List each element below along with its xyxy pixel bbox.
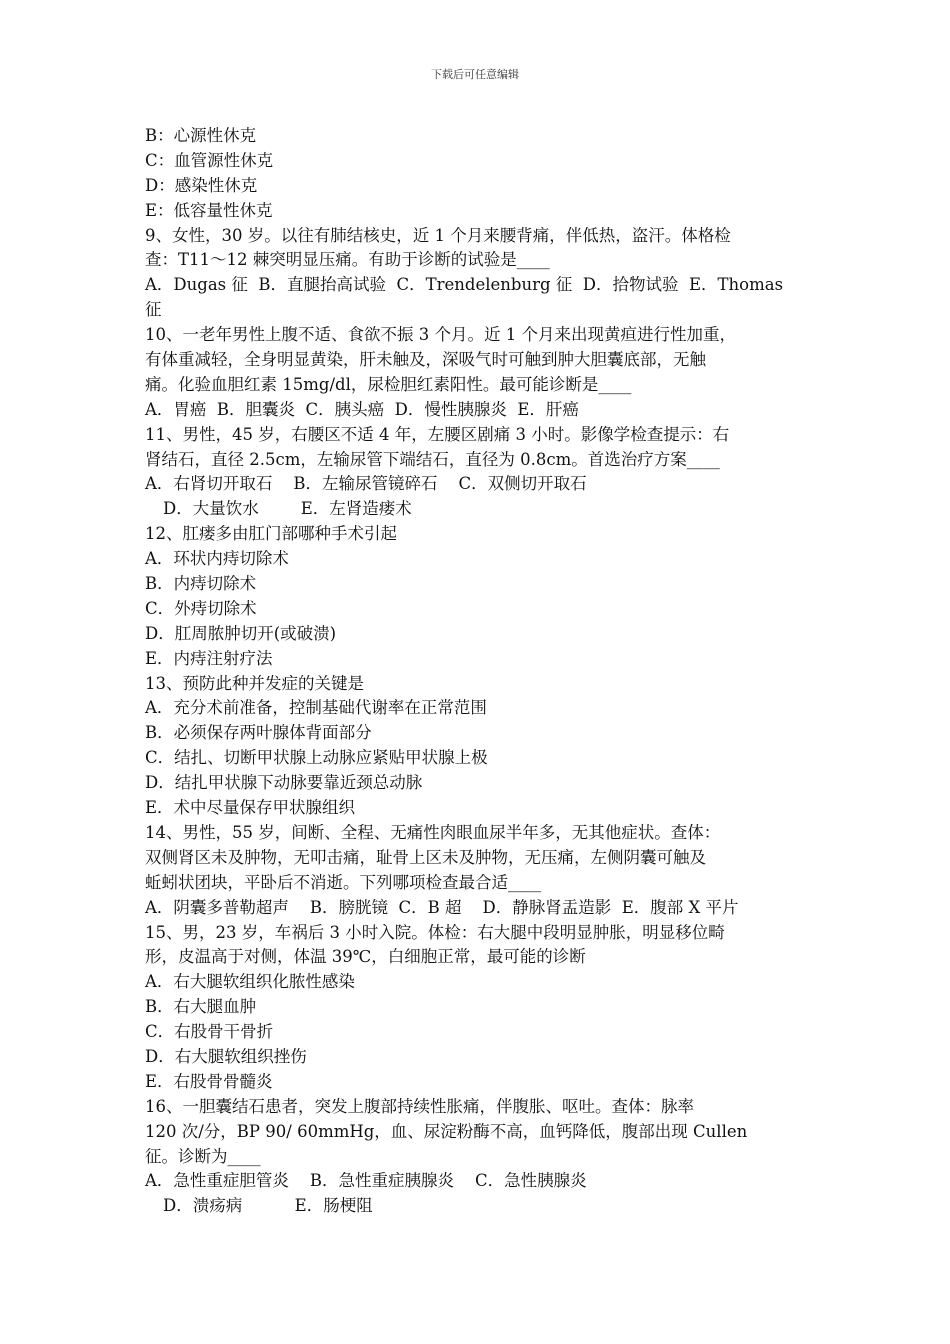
question-10-line: 有体重减轻，全身明显黄染，肝未触及，深吸气时可触到肿大胆囊底部，无触 (145, 350, 706, 370)
document-body (145, 124, 810, 1219)
question-12-option: D．肛周脓肿切开(或破溃) (145, 623, 337, 643)
question-9-options: 征 (145, 300, 162, 320)
question-14-line: 双侧肾区未及肿物，无叩击痛，耻骨上区未及肿物，无压痛，左侧阴囊可触及 (145, 847, 706, 867)
question-15-option: A．右大腿软组织化脓性感染 (145, 972, 355, 992)
question-15-option: B．右大腿血肿 (145, 997, 257, 1017)
question-15-line: 形，皮温高于对侧，体温 39℃，白细胞正常，最可能的诊断 (145, 947, 586, 967)
question-12-line: 12、肛瘘多由肛门部哪种手术引起 (145, 524, 397, 544)
question-12-option: E．内痔注射疗法 (145, 648, 273, 668)
text-line: E：低容量性休克 (145, 200, 273, 220)
question-16-line: 征。诊断为____ (145, 1146, 261, 1166)
text-line: C：血管源性休克 (145, 150, 274, 170)
question-10-options: A．胃癌 B．胆囊炎 C．胰头癌 D．慢性胰腺炎 E．肝癌 (145, 399, 579, 419)
question-9-line: 9、女性，30 岁。以往有肺结核史，近 1 个月来腰背痛，伴低热，盗汗。体格检 (145, 225, 731, 245)
question-16-line: 120 次/分，BP 90/ 60mmHg，血、尿淀粉酶不高，血钙降低，腹部出现 Cullen (145, 1121, 748, 1141)
question-13-option: E．术中尽量保存甲状腺组织 (145, 798, 356, 818)
question-15-option: C．右股骨干骨折 (145, 1022, 274, 1042)
question-14-options: A．阴囊多普勒超声 B．膀胱镜 C．B 超 D．静脉肾盂造影 E．腹部 X 平片 (145, 897, 739, 917)
question-13-option: A．充分术前准备，控制基础代谢率在正常范围 (145, 698, 487, 718)
question-13-line: 13、预防此种并发症的关键是 (145, 673, 364, 693)
question-10-line: 痛。化验血胆红素 15mg/dl，尿检胆红素阳性。最可能诊断是____ (145, 374, 632, 394)
question-16-options: D．溃疡病 E．肠梗阻 (163, 1196, 373, 1216)
question-9-options: A．Dugas 征 B．直腿抬高试验 C．Trendelenburg 征 D．拾物试验 E．Thomas (145, 275, 784, 295)
question-15-option: D．右大腿软组织挫伤 (145, 1046, 307, 1066)
question-16-line: 16、一胆囊结石患者，突发上腹部持续性胀痛，伴腹胀、呕吐。查体：脉率 (145, 1096, 694, 1116)
text-line: B：心源性休克 (145, 126, 257, 145)
question-12-option: B．内痔切除术 (145, 574, 257, 594)
question-16-options: A．急性重症胆管炎 B．急性重症胰腺炎 C．急性胰腺炎 (145, 1171, 587, 1191)
question-13-option: D．结扎甲状腺下动脉要靠近颈总动脉 (145, 773, 423, 793)
text-line: D：感染性休克 (145, 175, 258, 195)
question-10-line: 10、一老年男性上腹不适、食欲不振 3 个月。近 1 个月来出现黄疸进行性加重， (145, 325, 736, 345)
question-12-option: C．外痔切除术 (145, 598, 257, 618)
question-11-options: D．大量饮水 E．左肾造瘘术 (163, 499, 412, 519)
question-15-option: E．右股骨骨髓炎 (145, 1071, 273, 1091)
question-12-option: A．环状内痔切除术 (145, 549, 289, 569)
question-9-line: 查：T11～12 棘突明显压痛。有助于诊断的试验是____ (145, 250, 550, 270)
question-14-line: 蚯蚓状团块，平卧后不消逝。下列哪项检查最合适____ (145, 872, 541, 892)
question-13-option: B．必须保存两叶腺体背面部分 (145, 723, 372, 743)
question-11-options: A．右肾切开取石 B．左输尿管镜碎石 C．双侧切开取石 (145, 474, 587, 494)
question-13-option: C．结扎、切断甲状腺上动脉应紧贴甲状腺上极 (145, 748, 488, 768)
question-11-line: 11、男性，45 岁，右腰区不适 4 年，左腰区剧痛 3 小时。影像学检查提示：右 (145, 424, 730, 444)
page-header: 下载后可任意编辑 (431, 68, 519, 81)
question-11-line: 肾结石，直径 2.5cm，左输尿管下端结石，直径为 0.8cm。首选治疗方案____ (145, 449, 720, 469)
question-15-line: 15、男，23 岁，车祸后 3 小时入院。体检：右大腿中段明显肿胀，明显移位畸 (145, 922, 725, 942)
question-14-line: 14、男性，55 岁，间断、全程、无痛性肉眼血尿半年多，无其他症状。查体： (145, 822, 721, 842)
